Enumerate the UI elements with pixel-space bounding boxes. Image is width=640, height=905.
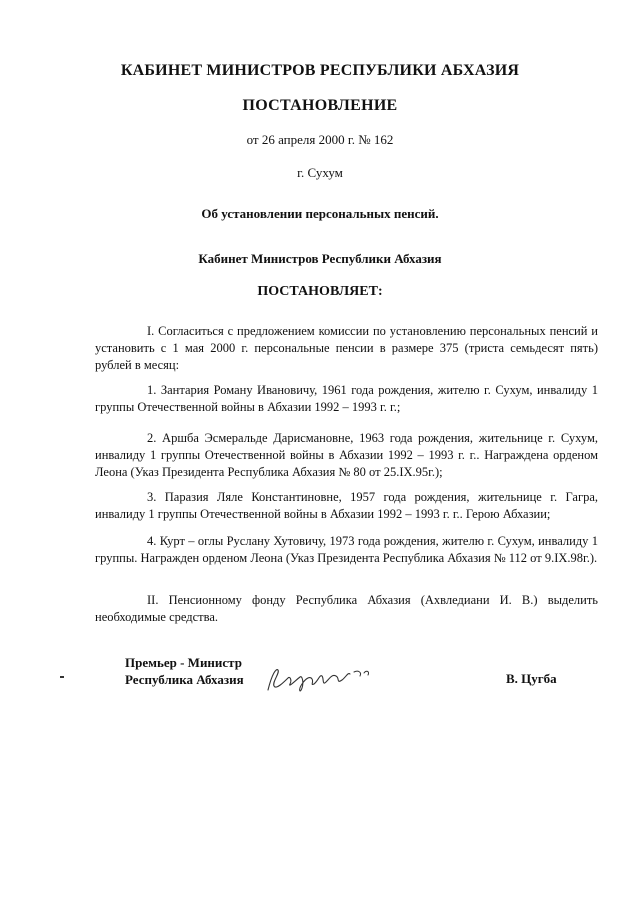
signatory-title-line2: Республика Абхазия [125, 672, 244, 687]
paragraph-1: I. Согласиться с предложением комиссии по установлению персональных пенсий и установить с 1 мая 2000 г. персональные пенсии в размере 375 (триста семьдесят пять) рублей в месяц: [95, 324, 598, 372]
date-line: от 26 апреля 2000 г. № 162 [246, 132, 394, 147]
paragraph-item-4: 4. Курт – оглы Руслану Хутовичу, 1973 года рождения, жителю г. Сухум, инвалиду 1 группы. Награжден орденом Леона (Указ Президента Республика Абхазия № 112 от 9.IX.98г.). [95, 534, 598, 565]
paragraph-item-3: 3. Паразия Ляле Константиновне, 1957 года рождения, жительнице г. Гагра, инвалиду 1 группы Отечественной войны в Абхазии 1992 – 1993 г. г.. Герою Абхазии; [95, 490, 598, 521]
paragraph-item-1: 1. Зантария Роману Ивановичу, 1961 года рождения, жителю г. Сухум, инвалиду 1 группы Отечественной войны в Абхазии 1992 – 1993 г. г.; [95, 383, 598, 414]
organization-title: КАБИНЕТ МИНИСТРОВ РЕСПУБЛИКИ АБХАЗИЯ [120, 62, 520, 79]
paragraph-item-2: 2. Аршба Эсмеральде Дарисмановне, 1963 года рождения, жительнице г. Сухум, инвалиду 1 группы Отечественной войны в Абхазии 1992 – 1993 г. г.. Награждена орденом Леона (Указ Президента Республика Абхазия № 80 от 25.IX.95г.); [95, 431, 598, 479]
signatory-title [125, 654, 244, 688]
scan-speck [60, 676, 64, 678]
document-type-title: ПОСТАНОВЛЕНИЕ [242, 97, 398, 114]
decides-heading: ПОСТАНОВЛЯЕТ: [257, 284, 383, 299]
handwritten-signature [262, 660, 382, 696]
signatory-name: В. Цугба [506, 671, 557, 686]
subject-line: Об установлении персональных пенсий. [201, 206, 439, 221]
issuer-line: Кабинет Министров Республики Абхазия [198, 251, 442, 266]
paragraph-2: II. Пенсионному фонду Республика Абхазия (Ахвледиани И. В.) выделить необходимые средства. [95, 593, 598, 624]
signatory-title-line1: Премьер - Министр [125, 655, 242, 670]
city-line: г. Сухум [297, 165, 343, 180]
